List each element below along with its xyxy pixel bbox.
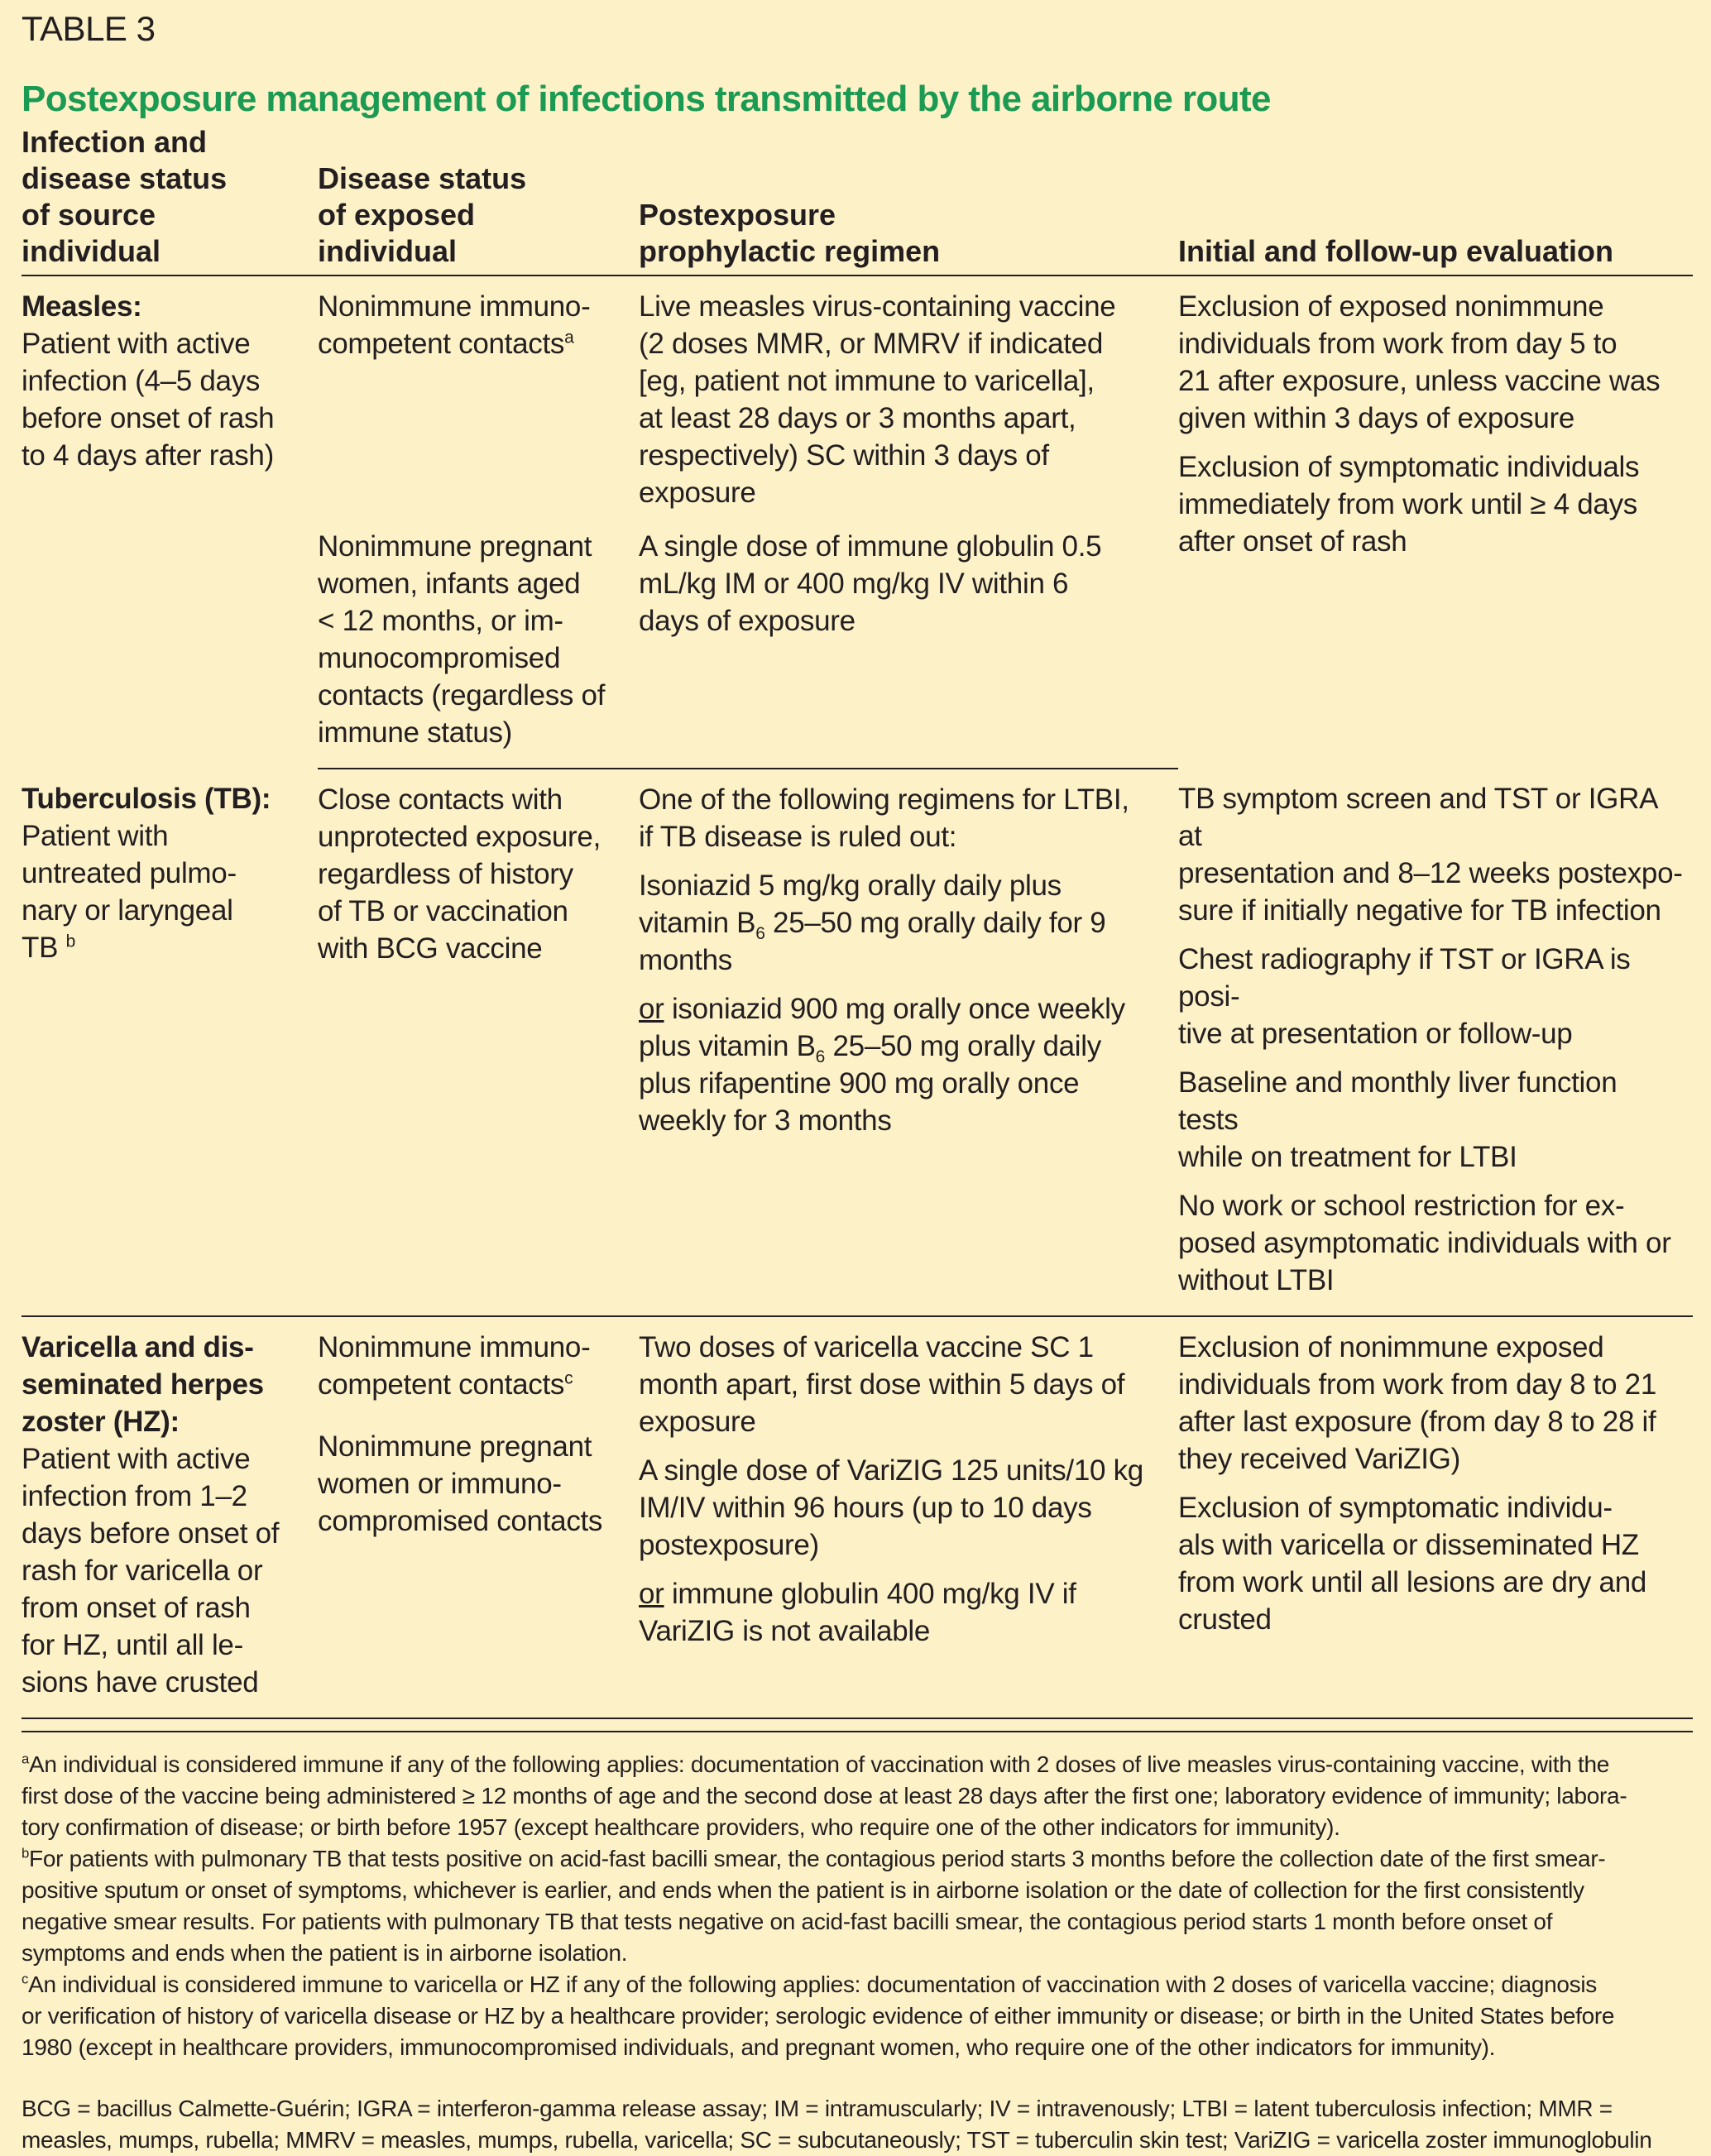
tb-regimen-cell bbox=[639, 769, 1178, 1316]
measles-regimen-globulin: A single dose of immune globulin 0.5 mL/kg IM or 400 mg/kg IV within 6 days of exposure bbox=[639, 528, 1178, 769]
footnote-c: $^c$An individual is considered immune to varicella or HZ if any of the following applies: documentation of vaccination with 2 doses of varicella vaccine; diagnosis or verification of history of varicella disease or HZ by a healthcare provider; serologic evidence of either immunity or disease; or birth in the United States before 1980 (except in healthcare providers, immunocompromised individuals, and pregnant women, who require one of the other indicators for immunity). bbox=[22, 1971, 1615, 2060]
tb-eval-3: Baseline and monthly liver function tests while on treatment for LTBI bbox=[1178, 1066, 1618, 1173]
footnote-a: $^a$An individual is considered immune if any of the following applies: documentation of vaccination with 2 doses of live measles virus-containing vaccine, with the first dose of the vaccine being administered ≥ 12 months of age and the second dose at least 28 days after the first one; laboratory evidence of immunity; labora- tory confirmation of disease; or birth before 1957 (except healthcare providers, who require one of the other indicators for immunity). bbox=[22, 1751, 1627, 1840]
footnote-mark-b: b bbox=[65, 932, 75, 951]
tb-evaluation-cell bbox=[1178, 769, 1693, 1316]
varicella-eval-1: Exclusion of nonimmune exposed individuals from work from day 8 to 21 after last exposure (from day 8 to 28 if they received VariZIG) bbox=[1178, 1331, 1657, 1475]
measles-exposed-high-risk: Nonimmune pregnant women, infants aged < 12 months, or im- munocompromised contacts (regardless of immune status) bbox=[318, 528, 639, 769]
table-label: TABLE 3 bbox=[22, 9, 156, 48]
varicella-exposed-immunocompetent: Nonimmune immuno- competent contacts$^c$ bbox=[318, 1331, 591, 1401]
varicella-eval-2: Exclusion of symptomatic individu- als with varicella or disseminated HZ from work until all lesions are dry and crusted bbox=[1178, 1492, 1647, 1636]
footnote-b: $^b$For patients with pulmonary TB that tests positive on acid-fast bacilli smear, the contagious period starts 3 months before the collection date of the first smear- positive sputum or onset of symptoms, whichever is earlier, and ends when the patient is in airborne isolation or the date of collection for the first consistently negative smear results. For patients with pulmonary TB that tests negative on acid-fast bacilli smear, the contagious period starts 1 month before onset of symptoms and ends when the patient is in airborne isolation. bbox=[22, 1845, 1606, 1966]
management-table bbox=[22, 124, 1693, 1719]
measles-eval-2: Exclusion of symptomatic individuals immediately from work until ≥ 4 days after onset of rash bbox=[1178, 451, 1640, 558]
header-row bbox=[22, 124, 1693, 275]
varicella-source-cell: Varicella and dis- seminated herpes zoster (HZ): Patient with active infection from 1–2 days before onset of rash for varicella or from onset of rash for HZ, until all le- sions have crusted bbox=[22, 1316, 318, 1718]
header-exposed-status: Disease status of exposed individual bbox=[318, 124, 639, 275]
header-evaluation: Initial and follow-up evaluation bbox=[1178, 124, 1693, 275]
varicella-regimen-globulin: or immune globulin 400 mg/kg IV if VariZIG is not available bbox=[639, 1578, 1076, 1647]
header-source-status: Infection and disease status of source individual bbox=[22, 124, 318, 275]
document-page bbox=[22, 8, 1693, 2156]
tb-eval-2: Chest radiography if TST or IGRA is posi- tive at presentation or follow-up bbox=[1178, 943, 1631, 1050]
varicella-exposed-cell bbox=[318, 1316, 639, 1718]
table-title: Postexposure management of infections transmitted by the airborne route bbox=[22, 79, 1271, 119]
tb-regimen-isoniazid-weekly: or isoniazid 900 mg orally once weekly plus vitamin $B_6$ 25–50 mg orally daily plus rifapentine 900 mg orally once weekly for 3 months bbox=[639, 993, 1125, 1137]
measles-eval-1: Exclusion of exposed nonimmune individuals from work from day 5 to 21 after exposure, unless vaccine was given within 3 days of exposure bbox=[1178, 290, 1661, 434]
footnote-mark-a: a bbox=[564, 328, 574, 347]
tb-regimen-isoniazid-daily: Isoniazid 5 mg/kg orally daily plus vitamin $B_6$ 25–50 mg orally daily for 9 months bbox=[639, 870, 1106, 976]
measles-regimen-vaccine: Live measles virus-containing vaccine (2 doses MMR, or MMRV if indicated [eg, patient not immune to varicella], at least 28 days or 3 months apart, respectively) SC within 3 days of exposure bbox=[639, 290, 1116, 509]
tb-source-cell: Tuberculosis (TB): Patient with untreated pulmo- nary or laryngeal TB $^b$ bbox=[22, 769, 318, 1316]
measles-name: Measles: bbox=[22, 290, 142, 323]
varicella-name: Varicella and dis- seminated herpes zoster (HZ): bbox=[22, 1331, 264, 1438]
table-row-measles-1 bbox=[22, 275, 1693, 528]
varicella-evaluation-cell bbox=[1178, 1316, 1693, 1718]
footnotes bbox=[22, 1731, 1693, 2063]
tb-exposed-cell: Close contacts with unprotected exposure, regardless of history of TB or vaccination with BCG vaccine bbox=[318, 769, 639, 1316]
measles-source-cell: Measles: Patient with active infection (4–5 days before onset of rash to 4 days after rash) bbox=[22, 275, 318, 769]
tb-eval-4: No work or school restriction for ex- posed asymptomatic individuals with or without LTBI bbox=[1178, 1190, 1671, 1296]
tb-name: Tuberculosis (TB): bbox=[22, 783, 271, 815]
measles-evaluation-cell bbox=[1178, 275, 1693, 769]
varicella-regimen-cell bbox=[639, 1316, 1178, 1718]
measles-exposed-immunocompetent: Nonimmune immuno- competent contacts$^a$ bbox=[318, 290, 591, 360]
varicella-exposed-high-risk: Nonimmune pregnant women or immuno- compromised contacts bbox=[318, 1430, 603, 1537]
footnote-mark-c: c bbox=[564, 1368, 573, 1388]
varicella-regimen-varizig: A single dose of VariZIG 125 units/10 kg IM/IV within 96 hours (up to 10 days postexposure) bbox=[639, 1454, 1143, 1561]
header-regimen: Postexposure prophylactic regimen bbox=[639, 124, 1178, 275]
abbreviations: BCG = bacillus Calmette-Guérin; IGRA = interferon-gamma release assay; IM = intramuscularly; IV = intravenously; LTBI = latent tuberculosis infection; MMR = measles, mumps, rubella; MMRV = measles, mumps, rubella, varicella; SC = subcutaneously; TST = tuberculin skin test; VariZIG = varicella zoster immunoglobulin bbox=[22, 2096, 1652, 2153]
table-row-varicella bbox=[22, 1316, 1693, 1718]
table-row-tb bbox=[22, 769, 1693, 1316]
tb-eval-1: TB symptom screen and TST or IGRA at presentation and 8–12 weeks postexpo- sure if initially negative for TB infection bbox=[1178, 783, 1683, 927]
varicella-regimen-vaccine: Two doses of varicella vaccine SC 1 month apart, first dose within 5 days of exposure bbox=[639, 1331, 1125, 1438]
tb-regimen-intro: One of the following regimens for LTBI, if TB disease is ruled out: bbox=[639, 783, 1129, 853]
